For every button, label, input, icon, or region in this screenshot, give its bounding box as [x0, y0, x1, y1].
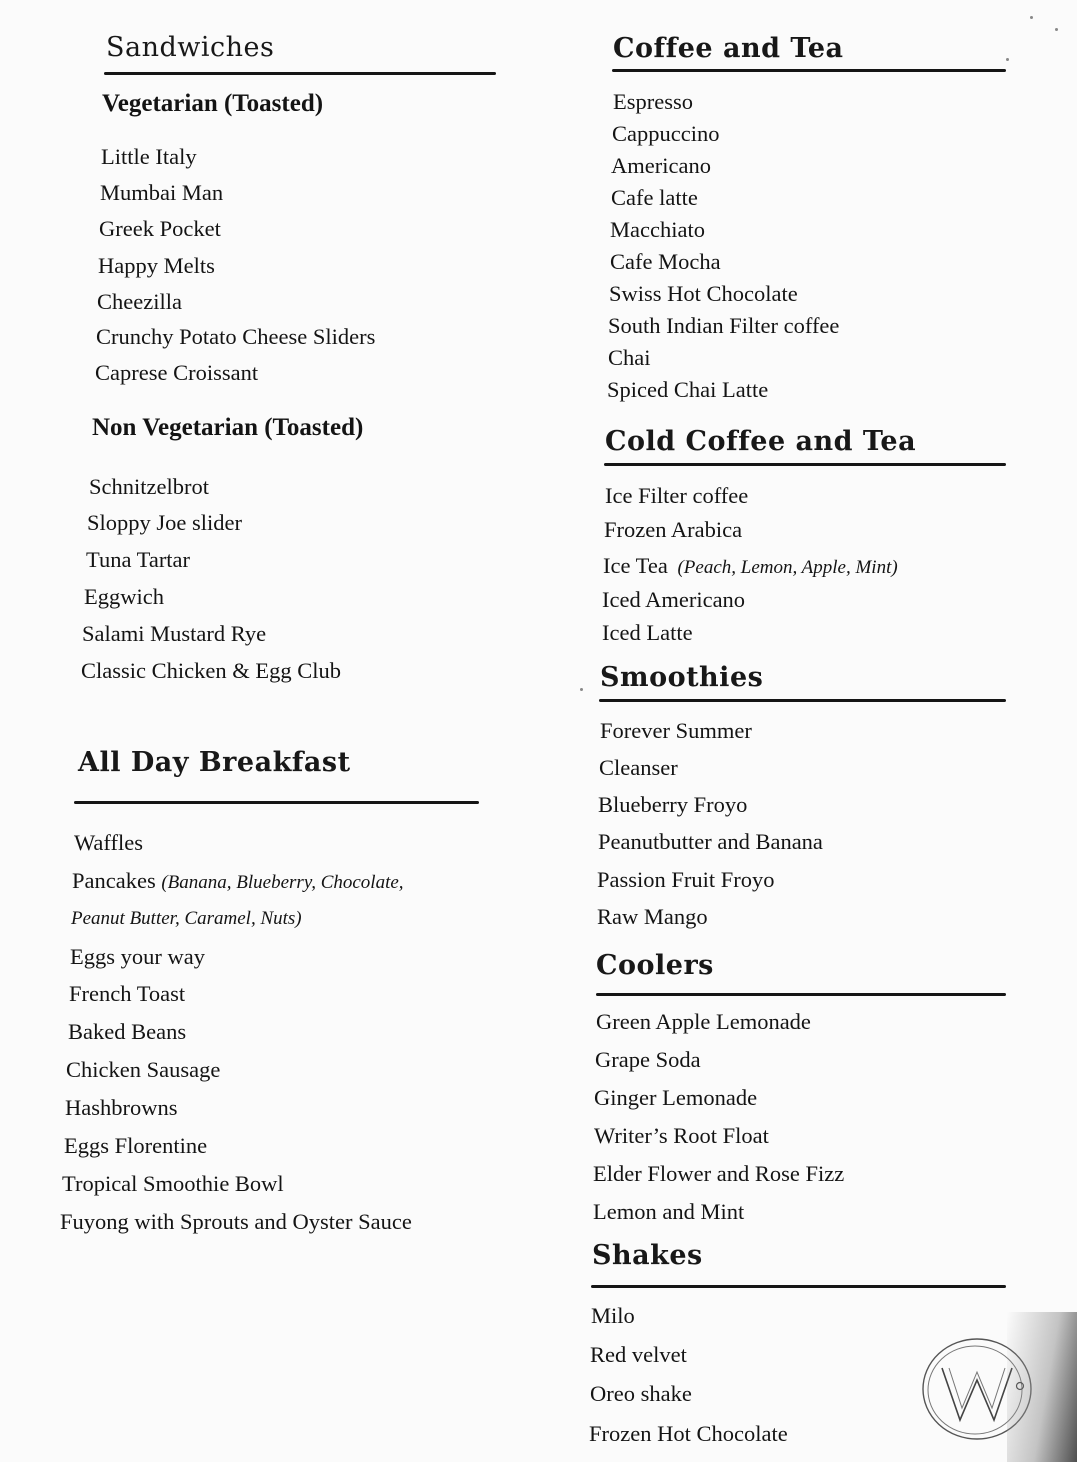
menu-item: Eggwich: [84, 584, 164, 609]
page-corner-shadow: [1007, 1312, 1077, 1462]
menu-item: Iced Americano: [602, 587, 746, 612]
menu-item: Raw Mango: [597, 904, 708, 929]
menu-item: Forever Summer: [600, 718, 752, 743]
menu-item: Mumbai Man: [100, 180, 224, 205]
menu-item: Milo: [591, 1303, 635, 1328]
menu-item: Peanutbutter and Banana: [598, 829, 823, 854]
menu-item: Chicken Sausage: [66, 1057, 221, 1082]
menu-item: Baked Beans: [68, 1019, 187, 1044]
menu-item: Waffles: [74, 830, 143, 855]
menu-item: Sloppy Joe slider: [87, 510, 242, 535]
menu-item: Little Italy: [101, 144, 197, 169]
sandwiches-heading: Sandwiches: [106, 32, 275, 63]
ice-tea-label: Ice Tea: [603, 553, 668, 578]
cold-coffee-heading: Cold Coffee and Tea: [605, 426, 917, 457]
smoothies-rule: [599, 699, 1006, 702]
menu-item: Grape Soda: [595, 1047, 701, 1072]
non-vegetarian-subheading: Non Vegetarian (Toasted): [92, 414, 364, 441]
menu-item: Frozen Hot Chocolate: [589, 1421, 788, 1446]
breakfast-heading: All Day Breakfast: [78, 747, 351, 778]
menu-item: Happy Melts: [98, 253, 215, 278]
menu-item: Red velvet: [590, 1342, 687, 1367]
menu-item: Swiss Hot Chocolate: [609, 281, 798, 306]
pancakes-note-line2: Peanut Butter, Caramel, Nuts): [71, 908, 302, 929]
menu-item: Greek Pocket: [99, 216, 221, 241]
menu-item: Eggs Florentine: [64, 1133, 208, 1158]
menu-item: Espresso: [613, 89, 693, 114]
speck: [1055, 28, 1058, 31]
menu-item: Passion Fruit Froyo: [597, 867, 775, 892]
menu-item: Macchiato: [610, 217, 705, 242]
menu-item: Ginger Lemonade: [594, 1085, 758, 1110]
shakes-heading: Shakes: [592, 1240, 703, 1271]
menu-item: Cappuccino: [612, 121, 720, 146]
menu-item: Frozen Arabica: [604, 517, 743, 542]
menu-item: Cafe latte: [611, 185, 698, 210]
menu-item-ice-tea: [603, 553, 898, 579]
speck: [1030, 16, 1033, 19]
menu-item: Tuna Tartar: [86, 547, 191, 572]
sandwiches-rule: [104, 72, 496, 75]
menu-item: Ice Filter coffee: [605, 483, 749, 508]
speck: [1006, 58, 1009, 61]
menu-item: Cheezilla: [97, 289, 182, 314]
ice-tea-note: (Peach, Lemon, Apple, Mint): [677, 557, 898, 578]
menu-item: Schnitzelbrot: [89, 474, 209, 499]
menu-item: Iced Latte: [602, 620, 693, 645]
menu-item: Cleanser: [599, 755, 678, 780]
pancakes-note-line1: (Banana, Blueberry, Chocolate,: [161, 872, 404, 893]
menu-item: Americano: [611, 153, 711, 178]
speck: [580, 688, 583, 691]
menu-item: Writer’s Root Float: [594, 1123, 769, 1148]
menu-item: Salami Mustard Rye: [82, 621, 267, 646]
pancakes-label: Pancakes: [72, 868, 156, 893]
menu-item: Elder Flower and Rose Fizz: [593, 1161, 845, 1186]
menu-item: Blueberry Froyo: [598, 792, 748, 817]
menu-item: Eggs your way: [70, 944, 205, 969]
menu-item: Lemon and Mint: [593, 1199, 745, 1224]
menu-item: Cafe Mocha: [610, 249, 721, 274]
menu-item: Fuyong with Sprouts and Oyster Sauce: [60, 1209, 412, 1234]
menu-item: Tropical Smoothie Bowl: [62, 1171, 284, 1196]
menu-item: South Indian Filter coffee: [608, 313, 840, 338]
menu-item: Oreo shake: [590, 1381, 692, 1406]
menu-item-pancakes: [72, 868, 404, 894]
menu-item: Caprese Croissant: [95, 360, 259, 385]
cold-coffee-rule: [604, 463, 1006, 466]
menu-item: Crunchy Potato Cheese Sliders: [96, 324, 376, 349]
menu-item: French Toast: [69, 981, 186, 1006]
breakfast-rule: [74, 801, 479, 804]
menu-item: Classic Chicken & Egg Club: [81, 658, 341, 683]
smoothies-heading: Smoothies: [600, 662, 764, 693]
coolers-rule: [596, 993, 1006, 996]
coffee-tea-heading: Coffee and Tea: [613, 33, 844, 64]
menu-item: Hashbrowns: [65, 1095, 178, 1120]
vegetarian-subheading: Vegetarian (Toasted): [102, 90, 324, 117]
shakes-rule: [591, 1285, 1006, 1288]
menu-item: Chai: [608, 345, 651, 370]
menu-item: Spiced Chai Latte: [607, 377, 769, 402]
menu-item: Green Apple Lemonade: [596, 1009, 811, 1034]
coffee-tea-rule: [612, 69, 1006, 72]
coolers-heading: Coolers: [596, 950, 714, 981]
